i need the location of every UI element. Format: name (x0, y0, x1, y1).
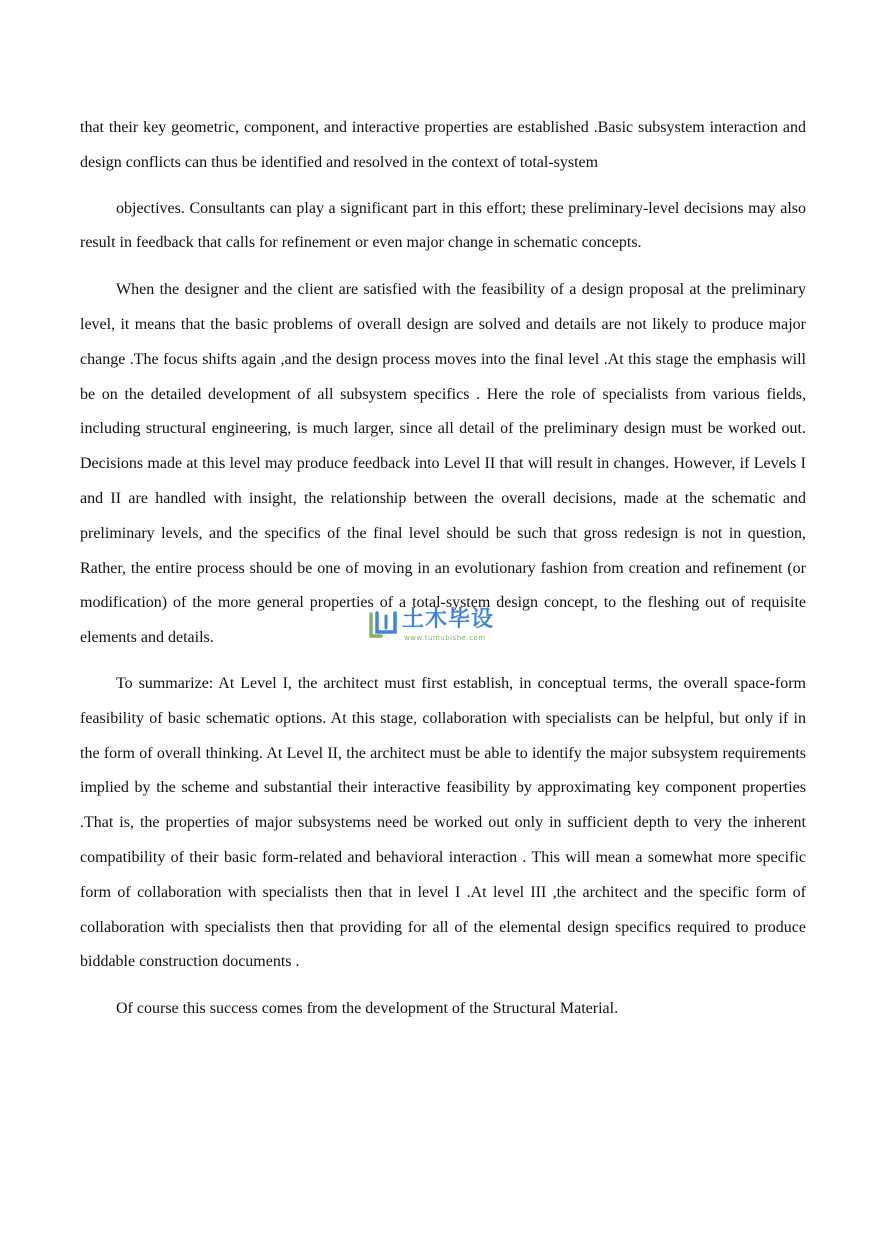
paragraph-continuation: that their key geometric, component, and interactive properties are established .Basic subsystem interaction and design conflicts can thus be identified and resolved in the context of total-system (80, 119, 806, 171)
paragraph-objectives: objectives. Consultants can play a significant part in this effort; these preliminary-level decisions may also result in feedback that calls for refinement or even major change in schematic concepts. (80, 199, 806, 252)
paragraph-summary: To summarize: At Level I, the architect must first establish, in conceptual terms, the overall space-form feasibility of basic schematic options. At this stage, collaboration with specialists can be helpful, but only if in the form of overall thinking. At Level II, the architect must be able to identify the major subsystem requirements implied by the scheme and substantial their interactive feasibility by approximating key component properties .That is, the properties of major subsystems need be worked out only in sufficient depth to very the inherent compatibility of their basic form-related and behavioral interaction . This will mean a somewhat more specific form of collaboration with specialists then that in level I .At level III ,the architect and the specific form of collaboration with specialists then that providing for all of the elemental design specifics required to produce biddable construction documents . (80, 674, 806, 971)
watermark-url: www.tumubishe.com (404, 634, 486, 642)
paragraph-final-level: When the designer and the client are satisfied with the feasibility of a design proposal at the preliminary level, it means that the basic problems of overall design are solved and details are not likely to produce major change .The focus shifts again ,and the design process moves into the final level .At this stage the emphasis will be on the detailed development of all subsystem specifics . Here the role of specialists from various fields, including structural engineering, is much larger, since all detail of the preliminary design must be worked out. Decisions made at this level may produce feedback into Level II that will result in changes. However, if Levels I and II are handled with insight, the relationship between the overall decisions, made at the schematic and preliminary levels, and the specifics of the final level should be such that gross redesign is not in question, Rather, the entire process should be one of moving in an evolutionary fashion from creation and refinement (or modification) of the more general properties of a total-system design concept, to the fleshing out of requisite elements and details. (80, 281, 806, 647)
paragraph-conclusion: Of course this success comes from the development of the Structural Material. (116, 1000, 619, 1018)
document-page (80, 111, 806, 1027)
watermark-brand: 土木毕设 (402, 607, 495, 632)
